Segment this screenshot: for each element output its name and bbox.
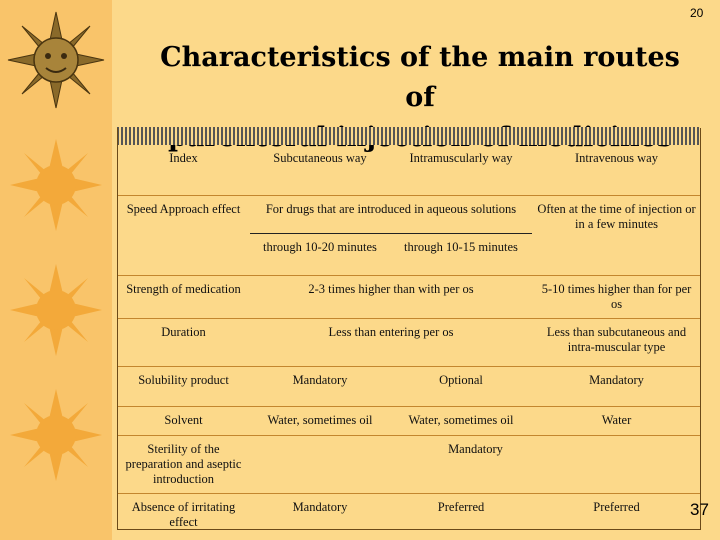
table-cell: Mandatory [292,499,348,514]
table-row [117,318,701,366]
sun-icon [6,260,106,360]
table-cell: For drugs that are introduced in aqueous solutions [265,201,517,216]
table-cell: Water, sometimes oil [267,412,373,427]
table-cell: Less than entering per os [328,324,454,339]
table-cell: through 10-20 minutes [250,233,390,275]
row-label: Speed Approach effect [126,201,241,216]
header-subcutaneous: Subcutaneous way [273,151,367,165]
table-row [117,275,701,318]
table-cell: 2-3 times higher than with per os [308,281,474,296]
table-row [117,435,701,493]
table-cell: Preferred [437,499,485,514]
table-cell: Often at the time of injection or in a few minutes [537,201,696,231]
table-row [117,195,701,233]
row-label: Strength of medication [126,281,241,296]
table-cell: Water [601,412,632,427]
table-cell: Optional [439,372,483,387]
page-number: 20 [690,6,704,20]
table-cell: 5-10 times higher than for per os [541,281,692,311]
sun-icon [6,385,106,485]
row-label: Duration [161,324,206,339]
table-cell: Mandatory [292,372,348,387]
table-header-row [117,145,701,195]
row-label: Solvent [164,412,203,427]
table-cell: Less than subcutaneous and intra-muscular type [546,324,687,354]
row-label: Sterility of the preparation and aseptic introduction [125,441,242,486]
table-row [117,366,701,406]
table-row [117,406,701,435]
routes-table [117,145,701,536]
table-top-border [117,127,701,145]
header-index: Index [169,151,198,165]
header-intravenous: Intravenous way [575,151,658,165]
header-intramuscular: Intramuscularly way [409,151,513,165]
title-line-1: Characteristics of the main routes of [160,42,680,113]
table-cell: Preferred [593,499,640,514]
sun-face-icon [6,10,106,110]
table-cell: Mandatory [589,372,644,387]
table-cell: Mandatory [448,441,503,456]
slide-number: 37 [690,500,709,519]
table-cell: through 10-15 minutes [390,233,532,275]
table-row [117,493,701,536]
table-cell: Water, sometimes oil [408,412,514,427]
row-label: Absence of irritating effect [131,499,236,529]
row-label: Solubility product [138,372,229,387]
sun-icon [6,135,106,235]
